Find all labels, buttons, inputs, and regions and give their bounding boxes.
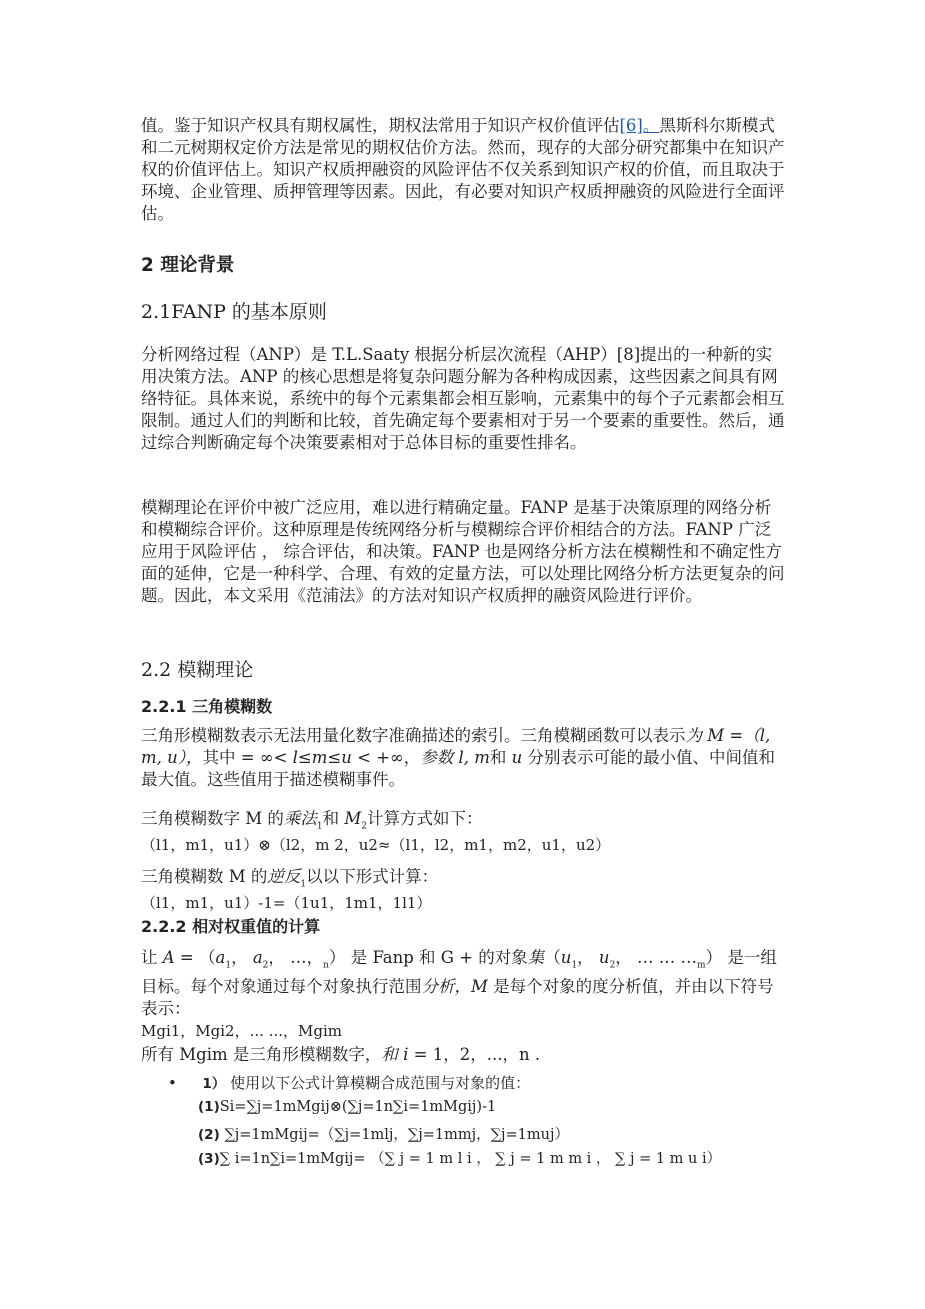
mult-text-b: 乘法 <box>283 809 317 828</box>
all-a: 所有 Mgim 是三角形模糊数字， <box>141 1045 382 1064</box>
section-heading-2-2-2: 2.2.2 相对权重值的计算 <box>141 917 321 936</box>
citation-link-6[interactable]: [6]。 <box>619 116 660 135</box>
all-b: 和 <box>381 1045 404 1064</box>
rel-p: ， <box>577 948 599 967</box>
mult-text-g: 计算方式如下： <box>367 809 483 828</box>
section-heading-2-1: 2.1FANP 的基本原则 <box>141 301 327 323</box>
inv-text-d: 以以下形式计算： <box>306 867 439 886</box>
inv-text-b: 逆反 <box>267 867 301 886</box>
formula-3 <box>198 1147 721 1168</box>
formula-1-num: (1) <box>198 1099 220 1115</box>
section-heading-2: 2 理论背景 <box>141 255 235 276</box>
all-mgim-paragraph <box>141 1044 786 1066</box>
rel-t: m <box>697 960 706 971</box>
anp-text: 分析网络过程（ANP）是 T.L.Saaty 根据分析层次流程（AHP）[8]提出的一种新的实用决策方法。ANP 的核心思想是将复杂问题分解为各种构成因素，这些因素之间具有网络特征。具体来说，系统中的每个元素集都会相互影响，元素集中的每个子元素都会相互限制。通过人们的判断和比较，首先确定每个要素相对于另一个要素的重要性。然后，通过综合判断确定每个决策要素相对于总体目标的重要性排名。 <box>141 345 785 452</box>
rel-j: n <box>323 960 329 971</box>
fanp-paragraph <box>141 497 786 607</box>
formula-1-text: Si=∑j=1mMgij⊗(∑j=1n∑i=1mMgij)-1 <box>219 1099 497 1115</box>
rel-c: = （ <box>174 948 216 967</box>
tfn-text-a: 三角形模糊数表示无法用量化数字准确描述的索引。三角模糊函数可以表示 <box>141 726 686 745</box>
rel-v: 分析， <box>421 977 471 997</box>
mult-sub-1: 1 <box>316 821 323 832</box>
tfn-paragraph <box>141 725 786 791</box>
rel-w: M <box>471 977 488 997</box>
tfn-text-c: 其中 = ∞< <box>202 748 288 767</box>
rel-q: u <box>598 948 610 967</box>
formula-2 <box>198 1123 569 1144</box>
all-d: = 1，2，...，n . <box>408 1045 541 1064</box>
mult-paragraph <box>141 808 786 837</box>
mult-text-a: 三角模糊数字 M 的 <box>141 809 284 828</box>
intro-text: 值。鉴于知识产权具有期权属性，期权法常用于知识产权价值评估 <box>141 116 620 135</box>
rel-o: 1 <box>571 960 578 971</box>
inv-text-a: 三角模糊数 M 的 <box>141 867 268 886</box>
rel-h: 2 <box>262 960 269 971</box>
rel-f: ， <box>231 948 253 967</box>
formula-mgi-list: Mgi1，Mgi2，... ...，Mgim <box>141 1022 342 1040</box>
rel-r: 2 <box>609 960 616 971</box>
formula-2-num: (2) <box>198 1127 225 1143</box>
formula-multiplication: （l1，m1，u1）⊗（l2，m 2，u2≈（l1，l2，m1，m2，u1，u2） <box>141 836 611 854</box>
bullet-dot-icon: • <box>168 1074 177 1092</box>
intro-text-cont: 黑斯科尔斯模式和二元树期权定价方法是常见的期权估价方法。然而，现存的大部分研究都集中在知识产权的价值评估上。知识产权质押融资的风险评估不仅关系到知识产权的价值，而且取决于环境、企业管理、质押管理等因素。因此，有必要对知识产权质押融资的风险进行全面评估。 <box>141 116 785 223</box>
mult-sub-2: 2 <box>361 821 368 832</box>
mult-text-d: 和 <box>322 809 345 828</box>
bullet-text: 使用以下公式计算模糊合成范围与对象的值： <box>230 1074 531 1092</box>
rel-a: 让 <box>141 948 163 967</box>
tfn-text-f: 参数 l, m <box>420 748 490 767</box>
rel-l: 集 <box>527 948 545 967</box>
rel-d: a <box>215 948 226 967</box>
rel-e: 1 <box>225 960 232 971</box>
bullet-number: 1） <box>202 1076 226 1092</box>
tfn-text-g: 和 <box>489 748 512 767</box>
rel-m: （ <box>544 948 561 967</box>
inv-sub-1: 1 <box>300 879 307 890</box>
rel-b: A <box>162 948 175 967</box>
rel-x: 是每个对象的度分析值，并由以下符号表示： <box>141 977 774 1019</box>
formula-3-num: (3) <box>198 1151 220 1167</box>
formula-3-text: ∑ i=1n∑i=1mMgij= （∑ j = 1 m l i ， ∑ j = 1 m m i ， ∑ j = 1 m u i） <box>219 1151 722 1167</box>
tfn-text-b: 为 M =（l, m, u）， <box>141 726 771 767</box>
tfn-text-d: l≤m≤u <box>287 748 352 767</box>
formula-1 <box>198 1099 496 1115</box>
section-heading-2-2-1: 2.2.1 三角模糊数 <box>141 697 273 716</box>
inverse-paragraph <box>141 866 786 895</box>
rel-k: ） 是 Fanp 和 G + 的对象 <box>328 948 528 967</box>
tfn-text-e: < +∞， <box>351 748 421 767</box>
tfn-text-i: 分别表示可能的最小值、中间值和最大值。这些值用于描述模糊事件。 <box>141 748 776 789</box>
fanp-text: 模糊理论在评价中被广泛应用，难以进行精确定量。FANP 是基于决策原理的网络分析和模糊综合评价。这种原理是传统网络分析与模糊综合评价相结合的方法。FANP 广泛应用于风险评估 ， 综合评估，和决策。FANP 也是网络分析方法在模糊性和不确定性方面的延伸，它是一种科学、合理、有效的定量方法，可以处理比网络分析方法更复杂的问题。因此，本文采用《范浦法》的方法对知识产权质押的融资风险进行评价。 <box>141 498 785 605</box>
rel-n: u <box>560 948 572 967</box>
formula-inverse: （l1，m1，u1）-1=（1u1，1m1，1l1） <box>141 894 432 912</box>
intro-paragraph <box>141 115 786 225</box>
formula-2-text: ∑j=1mMgij=（∑j=1mlj，∑j=1mmj，∑j=1muj） <box>224 1127 569 1143</box>
all-c: i <box>403 1045 409 1064</box>
rel-g: a <box>252 948 263 967</box>
rel-s: ， … … … <box>615 948 698 967</box>
bullet-item-1 <box>168 1072 530 1093</box>
mult-text-e: M <box>344 809 362 828</box>
relative-weight-paragraph <box>141 947 786 1020</box>
rel-u: ） 是一组目标。每个对象通过每个对象执行范围 <box>141 948 777 997</box>
section-heading-2-2: 2.2 模糊理论 <box>141 659 254 681</box>
anp-paragraph <box>141 344 786 454</box>
tfn-text-h: u <box>511 748 523 767</box>
rel-i: ， …， <box>268 948 324 967</box>
